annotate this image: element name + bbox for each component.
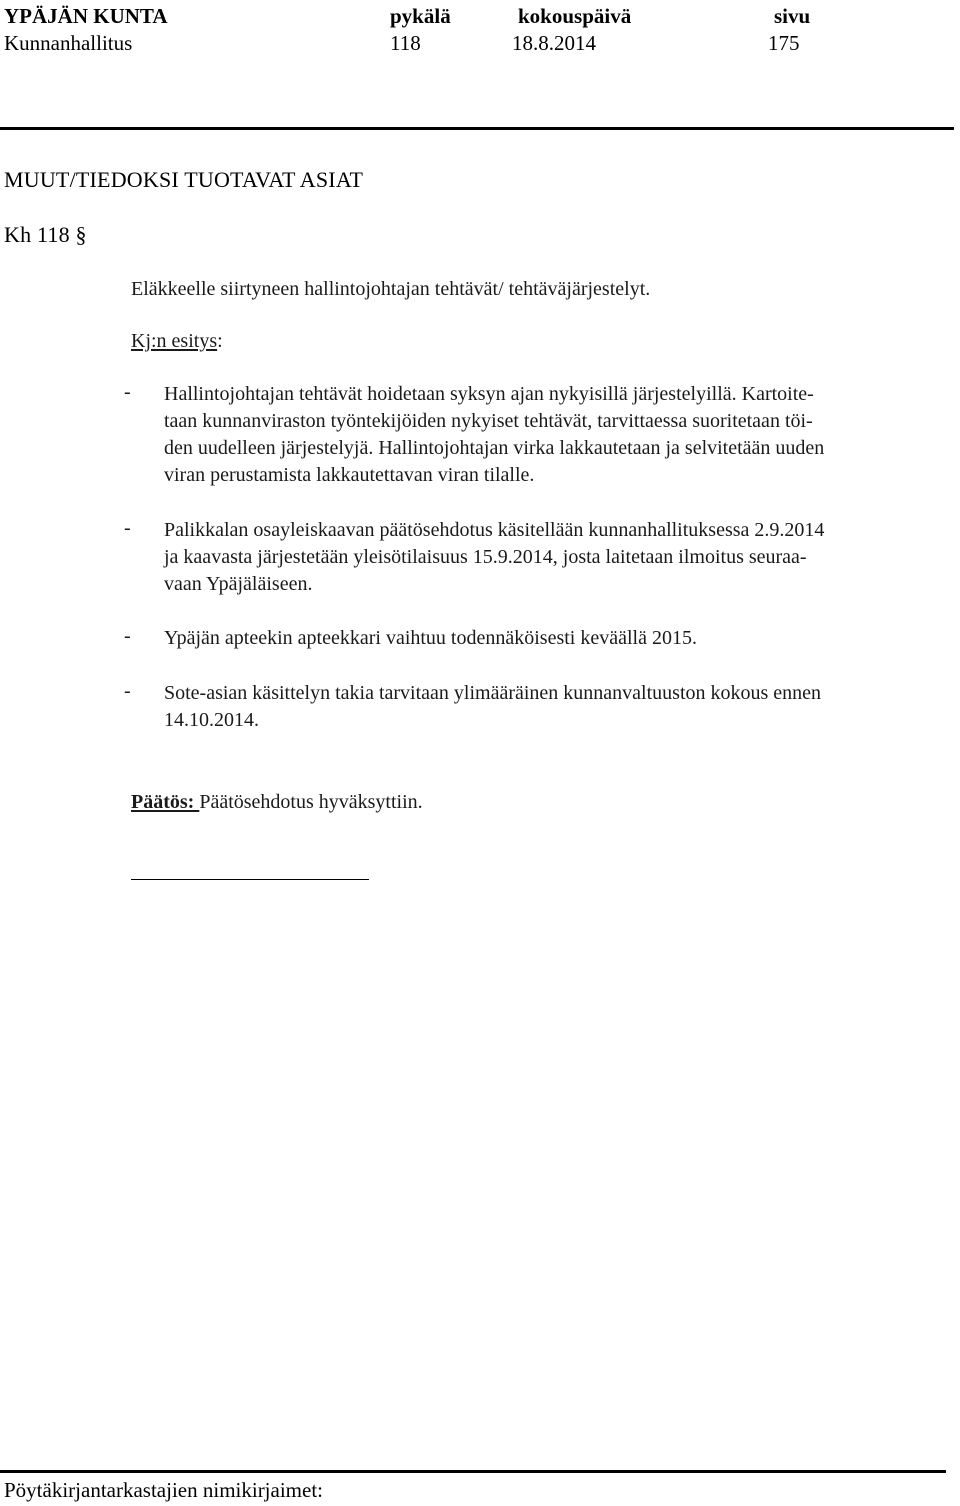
signature-label: Pöytäkirjantarkastajien nimikirjaimet: [4, 1478, 323, 1502]
page-number: 175 [768, 31, 800, 55]
header-divider [0, 127, 954, 130]
subject-line: Eläkkeelle siirtyneen hallintojohtajan tehtävät/ tehtäväjärjestelyt. [131, 278, 651, 300]
decision-label: Päätös: [131, 791, 200, 813]
list-item-text: Sote-asian käsittelyn takia tarvitaan ylimääräinen kunnanvaltuuston kokous ennen 14.10.2014. [164, 682, 822, 731]
kh-reference [4, 222, 87, 248]
decision-text: Päätösehdotus hyväksyttiin. [199, 791, 423, 813]
list-item [124, 625, 950, 652]
list-item [124, 517, 950, 598]
list-dash: - [124, 517, 131, 539]
decision-line [131, 789, 423, 816]
section-sign: § [75, 222, 87, 247]
proposal-heading [131, 328, 223, 355]
pykala-number: 118 [390, 31, 421, 55]
list-dash: - [124, 680, 131, 702]
list-item [124, 680, 950, 734]
kh-number: Kh 118 [4, 222, 70, 247]
proposal-colon: : [217, 330, 223, 352]
list-item-text: Ypäjän apteekin apteekkari vaihtuu todennäköisesti keväällä 2015. [164, 627, 697, 649]
meeting-date: 18.8.2014 [512, 31, 596, 55]
end-rule [131, 879, 369, 880]
footer-divider [0, 1470, 946, 1473]
list-item-text: Palikkalan osayleiskaavan päätösehdotus käsitellään kunnanhallituksessa 2.9.2014 ja kaavasta järjestetään yleisötilaisuus 15.9.2014, josta laitetaan ilmoitus seuraa- vaan Ypäjäläiseen. [164, 519, 825, 595]
section-title: MUUT/TIEDOKSI TUOTAVAT ASIAT [4, 167, 364, 192]
header-col-pykala: pykälä [390, 4, 451, 28]
list-item [124, 381, 950, 489]
list-dash: - [124, 625, 131, 647]
header-col-page: sivu [774, 4, 811, 28]
header-col-date: kokouspäivä [518, 4, 632, 28]
list-dash: - [124, 381, 131, 403]
board-name: Kunnanhallitus [4, 31, 133, 55]
list-item-text: Hallintojohtajan tehtävät hoidetaan syksyn ajan nykyisillä järjestelyillä. Kartoite- taan kunnanviraston työntekijöiden nykyiset tehtävät, tarvittaessa suoritetaan töi- den uudelleen järjestelyjä. Hallintojohtajan virka lakkautetaan ja selvitetään uuden viran perustamista lakkautettavan viran tilalle. [164, 383, 825, 486]
proposal-label: Kj:n esitys [131, 330, 218, 352]
municipality-name: YPÄJÄN KUNTA [4, 4, 168, 28]
